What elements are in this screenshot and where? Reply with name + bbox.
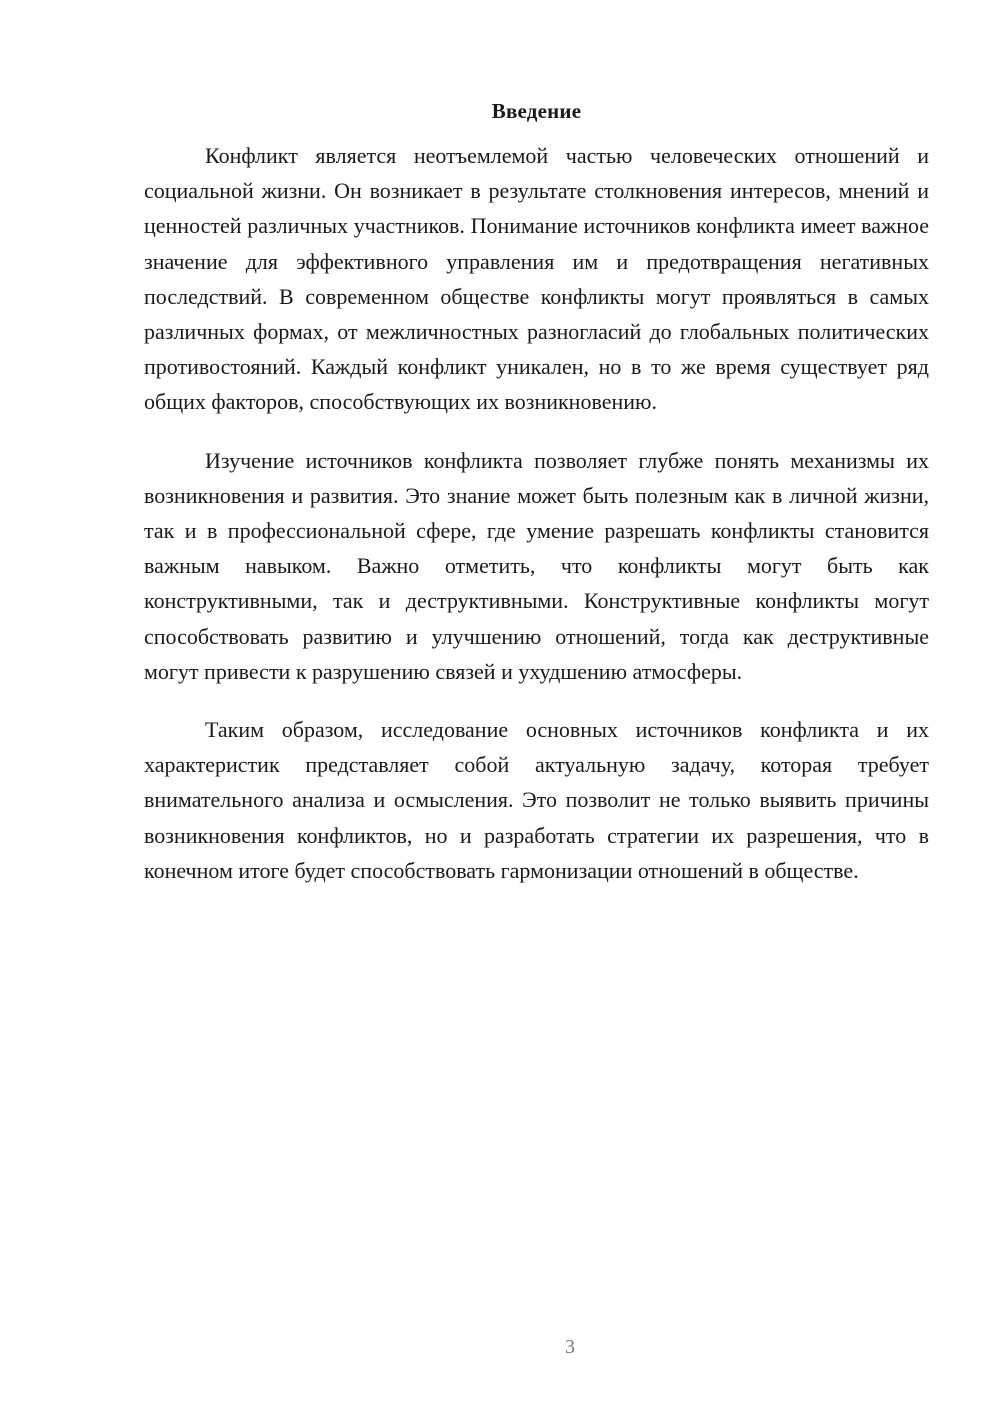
page-number: 3 xyxy=(565,1336,575,1358)
page-content xyxy=(144,96,929,911)
paragraph-3: Таким образом, исследование основных источников конфликта и их характеристик представляет собой актуальную задачу, которая требует внимательного анализа и осмысления. Это позволит не только выявить причины возникновения конфликтов, но и разработать стратегии их разрешения, что в конечном итоге будет способствовать гармонизации отношений в обществе. xyxy=(144,717,929,883)
paragraph-2: Изучение источников конфликта позволяет глубже понять механизмы их возникновения и развития. Это знание может быть полезным как в личной жизни, так и в профессиональной сфере, где умение разрешать конфликты становится важным навыком. Важно отметить, что конфликты могут быть как конструктивными, так и деструктивными. Конструктивные конфликты могут способствовать развитию и улучшению отношений, тогда как деструктивные могут привести к разрушению связей и ухудшению атмосферы. xyxy=(144,447,929,684)
section-title: Введение xyxy=(491,99,582,123)
paragraph-1: Конфликт является неотъемлемой частью человеческих отношений и социальной жизни. Он возникает в результате столкновения интересов, мнений и ценностей различных участников. Понимание источников конфликта имеет важное значение для эффективного управления им и предотвращения негативных последствий. В современном обществе конфликты могут проявляться в самых различных формах, от межличностных разногласий до глобальных политических противостояний. Каждый конфликт уникален, но в то же время существует ряд общих факторов, способствующих их возникновению. xyxy=(144,143,929,415)
